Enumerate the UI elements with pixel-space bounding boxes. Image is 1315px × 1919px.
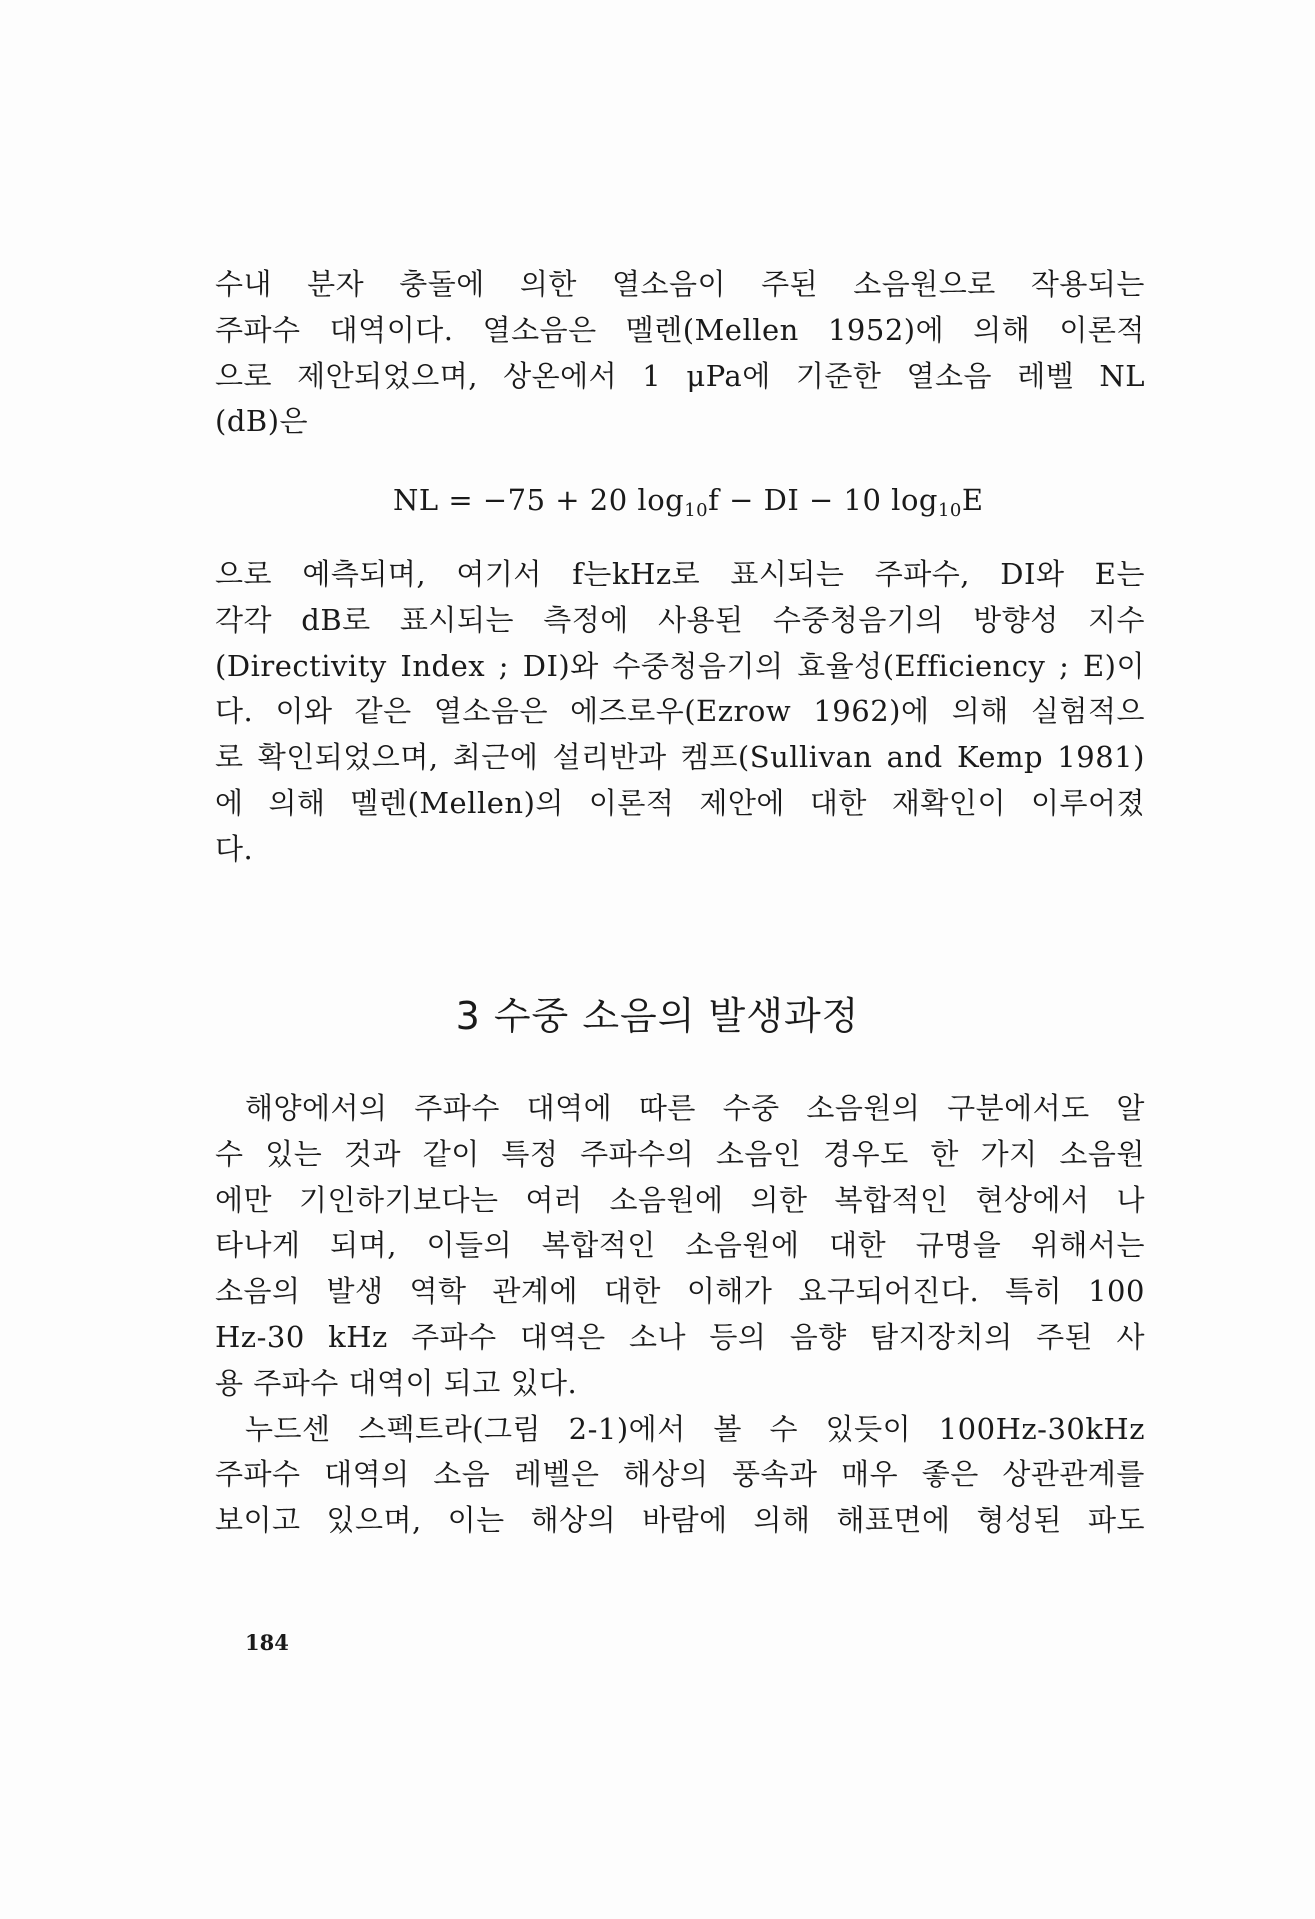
word: 제안되었으며,	[297, 358, 478, 393]
word: 가지	[980, 1136, 1038, 1171]
word: 요구되어진다.	[798, 1274, 980, 1309]
word: 상온에서	[503, 358, 618, 393]
word: 소음원의	[806, 1091, 921, 1125]
text-line	[215, 1178, 1145, 1224]
word: 의해	[973, 312, 1031, 347]
word: 대역이다.	[329, 312, 454, 347]
word: 것과	[343, 1136, 401, 1171]
word: 구분에서도	[947, 1091, 1090, 1125]
word: 1952)에	[827, 312, 945, 347]
text-line	[215, 1361, 1145, 1407]
word: 경우도	[823, 1136, 909, 1171]
word: μPa에	[686, 358, 771, 393]
word: 방향성	[973, 602, 1059, 637]
word: 에	[215, 785, 244, 820]
word: 에즈로우(Ezrow	[570, 694, 792, 729]
word: 대역에	[526, 1091, 613, 1125]
word: 소음인	[715, 1136, 802, 1171]
word: 주파수의	[580, 1136, 695, 1171]
word: 보이고	[215, 1503, 301, 1538]
word: 이는	[447, 1503, 505, 1538]
word: 소음원	[1059, 1136, 1145, 1171]
word: 1	[642, 358, 662, 393]
text-line	[215, 827, 1145, 873]
text-line-content	[215, 1132, 1145, 1178]
word: 여기서	[456, 557, 542, 591]
text-line-content	[215, 598, 1145, 644]
word: 예측되며,	[302, 557, 427, 591]
text-line-content	[215, 1178, 1145, 1224]
word: 나	[1116, 1182, 1145, 1217]
word: 제안에	[699, 785, 785, 820]
word: 이론적	[588, 785, 675, 820]
word: 2-1)에서	[568, 1411, 686, 1446]
word: NL	[1099, 358, 1145, 393]
word: 주파수	[215, 1457, 301, 1492]
text-line	[215, 262, 1145, 308]
text-line	[215, 308, 1145, 354]
word: 1981)	[1057, 740, 1145, 775]
text-line	[215, 1452, 1145, 1498]
word: 이루어졌	[1030, 785, 1145, 820]
word: 따른	[638, 1091, 696, 1125]
word: 주파수	[215, 312, 301, 347]
word: 이와	[275, 694, 333, 729]
word: 파도	[1087, 1503, 1145, 1538]
paragraph-thermal-noise-intro	[215, 262, 1145, 445]
word: 100Hz-30kHz	[938, 1411, 1145, 1446]
word: 음향	[789, 1319, 847, 1354]
word: 의한	[519, 267, 577, 301]
word: 관계에	[492, 1274, 578, 1309]
word: 100	[1088, 1274, 1145, 1309]
word: 탐지장치의	[870, 1319, 1013, 1354]
word: 역학	[409, 1274, 467, 1309]
word: 스펙트라(그림	[358, 1411, 542, 1446]
word: 누드센	[245, 1411, 331, 1446]
word: 대한	[809, 785, 867, 820]
text-line	[215, 1407, 1145, 1453]
section-heading: 3 수중 소음의 발생과정	[455, 994, 860, 1038]
word: 충돌에	[399, 267, 485, 301]
word: 주된	[761, 267, 819, 301]
word: 소음	[433, 1457, 491, 1492]
word: 있으며,	[326, 1503, 422, 1538]
text-line-content	[215, 552, 1145, 598]
text-line	[215, 1498, 1145, 1544]
word: 다.	[215, 694, 254, 729]
word: 소음원에	[609, 1182, 724, 1217]
word: 같은	[354, 694, 412, 729]
word: 특히	[1005, 1274, 1063, 1309]
text-line-content	[245, 1086, 1145, 1132]
word: 1962)에	[813, 694, 930, 729]
word: 풍속과	[732, 1457, 818, 1492]
word: 볼	[713, 1411, 742, 1446]
word: 특정	[501, 1136, 559, 1171]
word: 기준한	[795, 358, 882, 393]
word: 여러	[525, 1182, 583, 1217]
word: 의해	[268, 785, 326, 820]
word: 규명을	[915, 1228, 1002, 1263]
word: 에만	[215, 1182, 273, 1217]
text-line	[215, 781, 1145, 827]
word: 수	[769, 1411, 798, 1446]
word: 의한	[750, 1182, 808, 1217]
word: 멜렌(Mellen	[625, 312, 799, 347]
word: 으로	[215, 557, 273, 591]
word: 주파수	[411, 1319, 497, 1354]
text-line	[215, 598, 1145, 644]
word: 매우	[841, 1457, 899, 1492]
word: 타나게	[215, 1228, 301, 1263]
word: 대역의	[324, 1457, 410, 1492]
word: Kemp	[956, 740, 1044, 775]
word: 대한	[829, 1228, 887, 1263]
word: 형성된	[976, 1503, 1063, 1538]
word: 측정에	[543, 602, 629, 637]
word: 이론적	[1059, 312, 1145, 347]
word: 소음의	[215, 1274, 301, 1309]
word: 사용된	[658, 602, 744, 637]
text-line-content: 다.	[215, 831, 254, 866]
word: 좋은	[921, 1457, 979, 1492]
text-line-content	[215, 689, 1145, 735]
equation-mid: f − DI − 10 log	[708, 483, 938, 517]
text-line-content: 용 주파수 대역이 되고 있다.	[215, 1365, 578, 1400]
word: 주된	[1036, 1319, 1094, 1354]
word: 소음원으로	[853, 267, 996, 301]
word: DI)와	[522, 648, 599, 683]
word: 지수	[1087, 602, 1145, 637]
text-line	[215, 1315, 1145, 1361]
paragraph-noise-generation	[215, 1086, 1145, 1544]
word: 주파수	[414, 1091, 500, 1125]
text-line	[215, 354, 1145, 400]
word: 해상의	[530, 1503, 617, 1538]
word: kHz	[328, 1319, 388, 1354]
word: 각각	[215, 602, 273, 637]
paragraph-equation-explanation	[215, 552, 1145, 873]
word: 사	[1116, 1319, 1145, 1354]
text-line-content	[215, 1223, 1145, 1269]
word: and	[886, 740, 943, 775]
word: 같이	[422, 1136, 480, 1171]
word: 실험적으	[1030, 694, 1145, 729]
word: 이들의	[426, 1228, 513, 1263]
text-line-content	[245, 1407, 1145, 1453]
word: 이해가	[686, 1274, 773, 1309]
word: dB로	[301, 602, 371, 637]
text-line	[215, 1086, 1145, 1132]
word: 으로	[215, 358, 273, 393]
text-line	[215, 689, 1145, 735]
word: 등의	[709, 1319, 767, 1354]
text-line	[215, 1269, 1145, 1315]
word: E)이	[1083, 648, 1145, 683]
word: 있는	[265, 1136, 323, 1171]
word: 설리반과	[552, 740, 667, 775]
text-line-content	[215, 735, 1145, 781]
word: 소나	[628, 1319, 686, 1354]
word: 효율성(Efficiency	[797, 648, 1046, 683]
text-line-content	[215, 781, 1145, 827]
word: 로	[215, 740, 244, 775]
word: 작용되는	[1030, 267, 1145, 301]
word: 주파수,	[874, 557, 970, 591]
text-line	[215, 1223, 1145, 1269]
word: 복합적인	[834, 1182, 949, 1217]
word: 열소음이	[611, 267, 727, 301]
equation-log-base-2: 10	[937, 500, 962, 521]
word: 레벨	[1017, 358, 1075, 393]
word: 해양에서의	[245, 1091, 388, 1125]
word: ;	[1059, 648, 1070, 683]
text-line	[215, 735, 1145, 781]
text-line	[215, 1132, 1145, 1178]
equation-lhs: NL = −75 + 20 log	[393, 483, 685, 517]
word: (Directivity	[215, 648, 387, 683]
text-line-content	[215, 262, 1145, 308]
word: 바람에	[642, 1503, 728, 1538]
text-line	[215, 644, 1145, 690]
text-line-content: (dB)은	[215, 404, 309, 439]
word: 발생	[326, 1274, 384, 1309]
word: 수내	[215, 267, 273, 301]
equation-rhs: E	[961, 483, 984, 517]
word: 멜렌(Mellen)의	[350, 785, 564, 820]
word: 의해	[951, 694, 1009, 729]
text-line	[215, 552, 1145, 598]
word: f는kHz로	[572, 557, 701, 591]
word: 해표면에	[836, 1503, 951, 1538]
word: 열소음은	[433, 694, 548, 729]
word: 알	[1116, 1091, 1145, 1125]
text-line-content	[215, 644, 1145, 690]
word: ;	[498, 648, 510, 683]
text-line-content	[215, 354, 1145, 400]
word: Hz-30	[215, 1319, 305, 1354]
word: 최근에	[452, 740, 539, 775]
word: 기인하기보다는	[298, 1182, 499, 1217]
word: 복합적인	[541, 1228, 656, 1263]
word: 위해서는	[1030, 1228, 1145, 1263]
word: 수중청음기의	[772, 602, 944, 637]
equation-log-base-1: 10	[684, 500, 709, 521]
word: 대역은	[520, 1319, 606, 1354]
word: E는	[1094, 557, 1145, 591]
text-line-content	[215, 1315, 1145, 1361]
word: 표시되는	[399, 602, 514, 637]
page-number: 184	[245, 1630, 289, 1655]
word: 레벨은	[513, 1457, 600, 1492]
text-line-content	[215, 1269, 1145, 1315]
word: 재확인이	[891, 785, 1006, 820]
word: DI와	[1000, 557, 1065, 591]
word: 표시되는	[730, 557, 845, 591]
word: 상관관계를	[1002, 1457, 1145, 1492]
text-line-content	[215, 1498, 1145, 1544]
word: 분자	[307, 267, 365, 301]
word: 확인되었으며,	[257, 740, 439, 775]
word: 켐프(Sullivan	[680, 740, 873, 775]
word: 되며,	[330, 1228, 397, 1263]
word: 열소음은	[482, 312, 597, 347]
text-line-content	[215, 308, 1145, 354]
word: 해상의	[622, 1457, 709, 1492]
word: 현상에서	[975, 1182, 1090, 1217]
word: 있듯이	[825, 1411, 912, 1446]
text-line-content	[215, 1452, 1145, 1498]
word: 수중청음기의	[612, 648, 784, 683]
word: 수	[215, 1136, 244, 1171]
word: 소음원에	[685, 1228, 800, 1263]
word: 의해	[753, 1503, 811, 1538]
noise-level-equation	[393, 483, 984, 521]
word: 한	[930, 1136, 959, 1171]
word: Index	[400, 648, 486, 683]
word: 대한	[603, 1274, 661, 1309]
text-line	[215, 399, 1145, 445]
word: 열소음	[906, 358, 993, 393]
word: 수중	[722, 1091, 780, 1125]
